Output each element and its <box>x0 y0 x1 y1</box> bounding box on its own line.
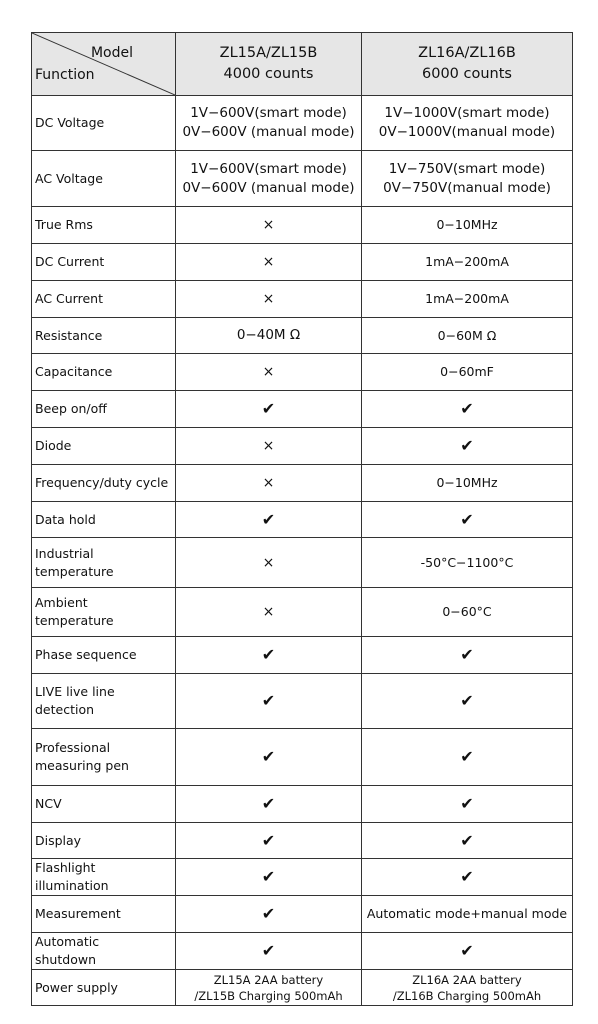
function-cell-line: True Rms <box>35 217 93 232</box>
model-b-cell-line: 0−10MHz <box>436 475 498 490</box>
model-a-cell <box>176 244 362 281</box>
model-b-cell <box>362 588 573 637</box>
model-b-cell-line: ✔ <box>460 645 474 664</box>
model-a-header <box>176 33 362 96</box>
model-a-cell-line: 0−40M Ω <box>236 327 301 343</box>
model-a-cell <box>176 896 362 933</box>
model-b-cell-line: ✔ <box>460 830 474 850</box>
function-cell-line: AC Voltage <box>35 170 103 186</box>
function-cell <box>32 281 176 318</box>
function-cell-line: Resistance <box>35 327 103 343</box>
function-cell <box>32 538 176 588</box>
model-a-cell-line: 1V−600V(smart mode) <box>190 160 347 177</box>
table-row <box>32 281 573 318</box>
model-b-cell <box>362 318 573 354</box>
model-b-cell-line: 1mA−200mA <box>425 254 509 269</box>
model-a-cell <box>176 637 362 674</box>
model-b-cell-line: 0−60mF <box>440 364 494 379</box>
model-a-cell-line: ✔ <box>261 645 276 664</box>
model-a-cell-line: × <box>262 475 275 491</box>
model-b-cell-line: ✔ <box>460 399 474 418</box>
function-cell-line: temperature <box>35 563 114 579</box>
function-cell <box>32 318 176 354</box>
model-b-cell <box>362 391 573 428</box>
function-cell <box>32 244 176 281</box>
model-b-cell-line: -50°C−1100°C <box>420 554 514 570</box>
function-cell <box>32 786 176 823</box>
model-b-cell-line: /ZL16B Charging 500mAh <box>392 988 542 1003</box>
function-cell-line: Frequency/duty cycle <box>35 475 169 490</box>
function-cell-line: Industrial <box>35 545 94 561</box>
model-a-cell-line: ZL15A 2AA battery <box>213 972 324 987</box>
model-a-cell-line: × <box>262 217 275 233</box>
function-cell-line: AC Current <box>35 291 103 306</box>
function-cell-line: Flashlight <box>35 860 96 875</box>
function-cell-line: DC Voltage <box>35 115 105 130</box>
function-cell-line: detection <box>35 702 95 717</box>
model-a-counts: 4000 counts <box>223 66 314 82</box>
model-a-cell-line: ✔ <box>261 941 276 960</box>
model-b-cell <box>362 465 573 502</box>
function-cell-line: Automatic <box>35 934 100 949</box>
model-b-cell-line: ✔ <box>460 747 474 766</box>
model-a-cell-line: 0V−600V (manual mode) <box>182 124 355 140</box>
function-cell <box>32 933 176 970</box>
model-a-cell-line: ✔ <box>261 867 276 886</box>
model-a-cell <box>176 465 362 502</box>
model-a-cell-line: × <box>262 554 275 571</box>
model-b-cell-line: ✔ <box>460 691 474 710</box>
model-a-cell <box>176 318 362 354</box>
function-cell <box>32 674 176 729</box>
model-a-cell <box>176 970 362 1006</box>
model-a-cell <box>176 151 362 207</box>
model-b-cell <box>362 637 573 674</box>
model-a-cell-line: × <box>262 291 275 307</box>
model-b-cell-line: 0−60°C <box>442 604 492 619</box>
header-row <box>32 33 573 96</box>
model-b-cell-line: ✔ <box>460 794 474 813</box>
model-a-cell <box>176 96 362 151</box>
function-cell <box>32 354 176 391</box>
function-cell <box>32 207 176 244</box>
function-cell <box>32 502 176 538</box>
model-a-cell-line: /ZL15B Charging 500mAh <box>194 988 343 1003</box>
model-a-cell <box>176 729 362 786</box>
function-cell <box>32 859 176 896</box>
model-a-cell-line: × <box>262 438 275 454</box>
table-row <box>32 207 573 244</box>
corner-header-cell <box>32 33 176 96</box>
function-cell-line: Measurement <box>35 906 121 921</box>
model-b-cell-line: Automatic mode+manual mode <box>366 906 568 921</box>
model-a-cell <box>176 207 362 244</box>
model-b-cell <box>362 244 573 281</box>
model-b-cell <box>362 786 573 823</box>
table-row <box>32 244 573 281</box>
function-cell-line: Data hold <box>35 511 96 527</box>
model-a-cell-line: ✔ <box>261 399 276 418</box>
model-a-cell <box>176 933 362 970</box>
table-row <box>32 637 573 674</box>
model-b-cell <box>362 428 573 465</box>
model-a-cell <box>176 674 362 729</box>
model-b-cell <box>362 933 573 970</box>
spec-table <box>31 32 573 1006</box>
table-row <box>32 823 573 859</box>
model-a-cell-line: ✔ <box>261 904 276 923</box>
model-a-cell <box>176 391 362 428</box>
model-b-cell-line: ✔ <box>460 436 474 455</box>
model-a-cell <box>176 502 362 538</box>
table-row <box>32 354 573 391</box>
model-b-cell-line: 0V−1000V(manual mode) <box>378 124 556 140</box>
model-a-cell-line: 0V−600V (manual mode) <box>182 179 355 196</box>
function-cell-line: LIVE live line <box>35 684 115 699</box>
function-cell <box>32 428 176 465</box>
function-cell <box>32 391 176 428</box>
model-b-cell <box>362 96 573 151</box>
model-a-cell <box>176 538 362 588</box>
function-cell-line: Capacitance <box>35 364 113 379</box>
function-cell <box>32 729 176 786</box>
function-cell <box>32 465 176 502</box>
model-b-cell-line: 0V−750V(manual mode) <box>383 179 551 196</box>
model-b-cell <box>362 729 573 786</box>
model-a-cell <box>176 823 362 859</box>
table-row <box>32 588 573 637</box>
function-cell-line: illumination <box>35 878 109 893</box>
table-row <box>32 970 573 1006</box>
model-b-header <box>362 33 573 96</box>
function-cell <box>32 96 176 151</box>
function-cell <box>32 151 176 207</box>
table-row <box>32 896 573 933</box>
model-b-cell <box>362 970 573 1006</box>
model-a-cell <box>176 786 362 823</box>
function-cell-line: Power supply <box>35 979 118 995</box>
function-cell-line: shutdown <box>35 952 96 967</box>
model-b-name: ZL16A/ZL16B <box>418 45 516 61</box>
table-row <box>32 538 573 588</box>
function-cell <box>32 637 176 674</box>
function-cell-line: Beep on/off <box>35 401 107 416</box>
model-b-cell-line: 1mA−200mA <box>425 291 509 306</box>
table-row <box>32 674 573 729</box>
model-a-cell <box>176 354 362 391</box>
function-cell-line: Phase sequence <box>35 647 137 662</box>
table-row <box>32 502 573 538</box>
function-cell-line: Professional <box>35 740 111 755</box>
model-a-cell-line: 1V−600V(smart mode) <box>190 105 347 121</box>
model-b-cell-line: 1V−1000V(smart mode) <box>384 105 550 121</box>
model-b-cell <box>362 538 573 588</box>
diagonal-divider <box>32 33 175 95</box>
model-a-cell-line: × <box>262 364 275 380</box>
model-b-cell-line: 1V−750V(smart mode) <box>388 160 546 177</box>
table-body <box>32 96 573 1006</box>
model-a-cell-line: ✔ <box>261 747 276 766</box>
function-cell-line: Diode <box>35 438 72 453</box>
table-row <box>32 859 573 896</box>
model-b-cell <box>362 823 573 859</box>
table-row <box>32 428 573 465</box>
table-row <box>32 391 573 428</box>
model-a-cell <box>176 588 362 637</box>
function-cell <box>32 970 176 1006</box>
function-cell <box>32 896 176 933</box>
model-b-cell-line: 0−60M Ω <box>437 327 497 343</box>
table-row <box>32 151 573 207</box>
table-row <box>32 786 573 823</box>
function-cell-line: NCV <box>35 796 62 811</box>
model-b-cell <box>362 151 573 207</box>
model-b-cell-line: ✔ <box>460 941 474 960</box>
function-cell <box>32 588 176 637</box>
function-cell-line: measuring pen <box>35 758 129 773</box>
model-b-cell-line: ZL16A 2AA battery <box>412 972 522 987</box>
model-a-name: ZL15A/ZL15B <box>219 45 318 61</box>
model-a-cell-line: × <box>262 604 275 620</box>
model-a-cell <box>176 281 362 318</box>
table-row <box>32 318 573 354</box>
model-b-counts: 6000 counts <box>422 66 512 82</box>
model-a-cell-line: × <box>262 254 275 270</box>
model-b-cell <box>362 281 573 318</box>
function-cell-line: temperature <box>35 613 114 628</box>
model-b-cell <box>362 674 573 729</box>
function-cell-line: Ambient <box>35 595 88 610</box>
model-b-cell <box>362 859 573 896</box>
model-a-cell-line: ✔ <box>261 509 276 529</box>
table-row <box>32 933 573 970</box>
model-b-cell-line: ✔ <box>460 509 474 529</box>
corner-label-function: Function <box>35 67 95 83</box>
model-a-cell-line: ✔ <box>261 691 276 710</box>
corner-label-model: Model <box>90 45 133 61</box>
model-a-cell-line: ✔ <box>261 794 276 813</box>
model-a-cell <box>176 859 362 896</box>
function-cell-line: DC Current <box>35 254 105 269</box>
model-b-cell <box>362 896 573 933</box>
table-row <box>32 96 573 151</box>
model-b-cell <box>362 354 573 391</box>
table-row <box>32 729 573 786</box>
model-b-cell <box>362 207 573 244</box>
model-a-cell <box>176 428 362 465</box>
function-cell-line: Display <box>35 832 82 848</box>
function-cell <box>32 823 176 859</box>
table-row <box>32 465 573 502</box>
model-b-cell-line: ✔ <box>460 867 474 886</box>
model-b-cell-line: 0−10MHz <box>436 217 498 232</box>
model-b-cell <box>362 502 573 538</box>
model-a-cell-line: ✔ <box>261 830 276 850</box>
